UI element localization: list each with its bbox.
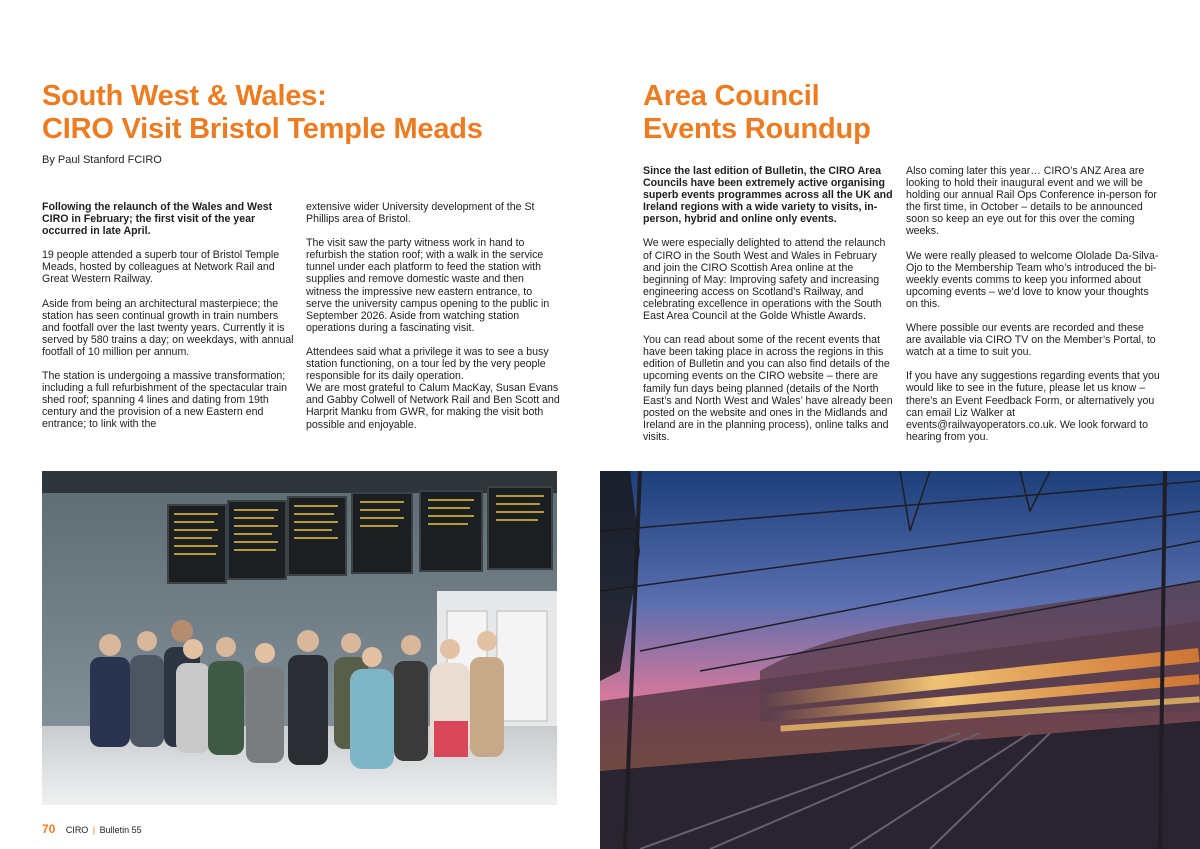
paragraph: We are most grateful to Calum MacKay, Susan Evans and Gabby Colwell of Network Rail and Ben Scott and Harprit Manku from GWR, for making the visit both possible and enjoyable. <box>306 382 560 431</box>
left-lead-paragraph: Following the relaunch of the Wales and West CIRO in February; the first visit of the year occurred in late April. <box>42 201 273 238</box>
right-column-2 <box>906 165 1160 455</box>
paragraph: You can read about some of the recent events that have been taking place in across the regions in this edition of Bulletin and you can also find details of the upcoming events on the CIRO website – there are family fun days being planned (details of the North East’s and North West and Wales’ have already been posted on the website and ones in the Midlands and Ireland are in the planning process), online talks and visits. <box>643 334 893 443</box>
page-number: 70 <box>42 822 56 836</box>
page-footer <box>42 820 142 838</box>
railway-sunset-illustration <box>600 471 1200 849</box>
right-column-1 <box>643 165 893 455</box>
paragraph: Aside from being an architectural masterpiece; the station has seen continual growth in train numbers and footfall over the last twenty years. Currently it is served by 580 trains a day; on weekdays, with annual footfall of 10 million per annum. <box>42 297 294 358</box>
railway-sunset-photo <box>600 471 1200 849</box>
left-title-line-1: South West & Wales: <box>42 80 327 112</box>
right-title-line-2: Events Roundup <box>643 113 871 145</box>
paragraph: Where possible our events are recorded and these are available via CIRO TV on the Member’s Portal, to watch at a time to suit you. <box>906 322 1156 359</box>
paragraph: 19 people attended a superb tour of Bristol Temple Meads, hosted by colleagues at Network Rail and Great Western Railway. <box>42 249 280 286</box>
left-column-1 <box>42 201 296 443</box>
footer-separator: | <box>92 825 96 835</box>
paragraph: The visit saw the party witness work in hand to refurbish the station roof; with a walk in the service tunnel under each platform to feed the station with supplies and remove domestic waste and then witness the impressive new eastern entrance, to serve the university campus opening to the public in September 2026. Aside from watching station operations during a fascinating visit. <box>306 237 550 334</box>
paragraph: If you have any suggestions regarding events that you would like to see in the future, please let us know – there’s an Event Feedback Form, or alternatively you can email Liz Walker at events@railwayoperators.co.uk. We look forward to hearing from you. <box>906 370 1160 443</box>
paragraph: Also coming later this year… CIRO’s ANZ Area are looking to hold their inaugural event and we will be holding our annual Rail Ops Conference in-person for the first time, in October – details to be announced soon so keep an eye out for this over the coming weeks. <box>906 165 1157 238</box>
left-article-title <box>42 80 562 146</box>
right-article-title <box>643 80 1163 146</box>
right-title-line-1: Area Council <box>643 80 820 112</box>
paragraph: We were especially delighted to attend the relaunch of CIRO in the South West and Wales in February and join the CIRO Scottish Area online at the beginning of May: Improving safety and increasing engineering access on Scotland’s Railway, and celebrating excellence in operations with the South East Area Council at the Golde Whistle Awards. <box>643 237 886 323</box>
group-photo <box>42 471 557 805</box>
paragraph: The station is undergoing a massive transformation; including a full refurbishment of the spectacular train shed roof; spanning 4 lines and dating from 19th century and the provision of a new Eastern end entrance; to link with the <box>42 370 287 431</box>
left-title-line-2: CIRO Visit Bristol Temple Meads <box>42 113 483 145</box>
paragraph: extensive wider University development of the St Phillips area of Bristol. <box>306 201 535 226</box>
right-lead-paragraph: Since the last edition of Bulletin, the CIRO Area Councils have been extremely active organising superb events programmes across all the UK and Ireland regions with a wide variety to visits, in-person, hybrid and online only events. <box>643 165 893 226</box>
paragraph: Attendees said what a privilege it was to see a busy station functioning, on a tour led by the very people responsible for its daily operation. <box>306 345 549 383</box>
footer-issue: Bulletin 55 <box>99 825 142 835</box>
station-concourse-illustration <box>42 471 557 805</box>
left-column-2 <box>306 201 560 443</box>
footer-brand: CIRO <box>65 825 89 835</box>
paragraph: We were really pleased to welcome Ololade Da-Silva-Ojo to the Membership Team who’s introduced the bi-weekly events comms to keep you informed about upcoming events – we’d love to know your thoughts on this. <box>906 249 1159 310</box>
byline: By Paul Stanford FCIRO <box>42 154 162 166</box>
